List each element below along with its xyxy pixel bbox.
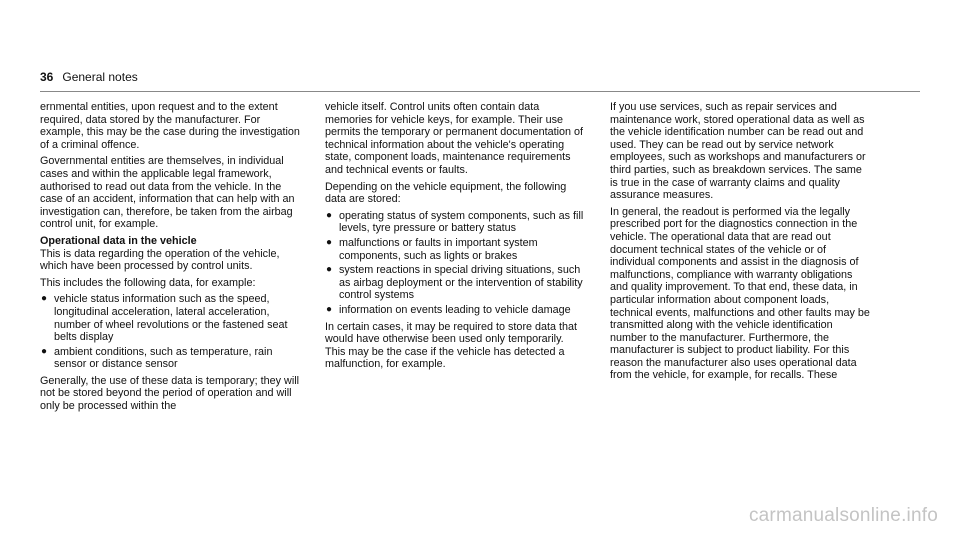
- section-title: General notes: [62, 70, 138, 84]
- page-header: [40, 70, 138, 84]
- paragraph: This includes the following data, for example:: [40, 276, 256, 289]
- bullet-icon: ●: [41, 345, 48, 357]
- bullet-icon: ●: [326, 264, 333, 276]
- bullet-list: [40, 293, 300, 371]
- section-heading: Operational data in the vehicle: [40, 234, 197, 247]
- paragraph: In general, the readout is performed via the legally prescribed port for the diagnostics connection in the vehicle. The operational data that are read out document technical states of the vehicle or of individual components and assist in the diagnosis of malfunctions, compliance with warranty obligations and quality improvement. To that end, these data, in particular information about component loads, technical events, malfunctions and other faults may be transmitted along with the vehicle identification number to the manufacturer. Furthermore, the manufacturer is subject to product liability. For this reason the manufacturer also uses operational data from the vehicle, for example, for recalls. These: [610, 205, 870, 382]
- paragraph: If you use services, such as repair services and maintenance work, stored operational data as well as the vehicle identification number can be read out and used. They can be read out by service network employees, such as workshops and manufacturers or third parties, such as breakdown services. The same is true in the case of warranty claims and quality assurance measures.: [610, 101, 866, 202]
- watermark: carmanualsonline.info: [748, 505, 938, 526]
- paragraph: vehicle itself. Control units often contain data memories for vehicle keys, for example. Their use permits the temporary or permanent documentation of technical information about the vehicle's operating state, component loads, maintenance requirements and technical events or faults.: [325, 101, 584, 176]
- header-divider: [40, 91, 920, 92]
- list-item: ● ambient conditions, such as temperature, rain sensor or distance sensor: [41, 345, 273, 371]
- page-number: 36: [40, 70, 54, 84]
- paragraph: ernmental entities, upon request and to the extent required, data stored by the manufacturer. For example, this may be the case during the investigation of a criminal offence.: [40, 101, 300, 151]
- list-item: ● vehicle status information such as the speed, longitudinal acceleration, lateral acceleration, number of wheel revolutions or the fastened seat belts display: [41, 293, 288, 344]
- bullet-icon: ●: [326, 303, 333, 315]
- text-column-1: [40, 101, 300, 417]
- list-item: ● information on events leading to vehicle damage: [326, 303, 571, 316]
- text-column-3: [610, 101, 870, 386]
- list-item: ● system reactions in special driving situations, such as airbag deployment or the intervention of stability control systems: [326, 264, 583, 302]
- bullet-icon: ●: [326, 209, 333, 221]
- bullet-list: [325, 210, 585, 317]
- paragraph: Generally, the use of these data is temporary; they will not be stored beyond the period of operation and will only be processed within the: [40, 374, 300, 413]
- paragraph: This is data regarding the operation of the vehicle, which have been processed by control units.: [40, 247, 280, 273]
- text-column-2: [325, 101, 585, 375]
- paragraph: Depending on the vehicle equipment, the following data are stored:: [325, 180, 567, 206]
- paragraph: In certain cases, it may be required to store data that would have otherwise been used only temporarily. This may be the case if the vehicle has detected a malfunction, for example.: [325, 320, 578, 371]
- bullet-icon: ●: [41, 293, 48, 305]
- list-item: ● malfunctions or faults in important system components, such as lights or brakes: [326, 236, 538, 262]
- paragraph: Governmental entities are themselves, in individual cases and within the applicable legal framework, authorised to read out data from the vehicle. In the case of an accident, information that can help with an investigation can, therefore, be taken from the airbag control unit, for example.: [40, 155, 295, 231]
- list-item: ● operating status of system components, such as fill levels, tyre pressure or battery status: [326, 209, 584, 235]
- bullet-icon: ●: [326, 236, 333, 248]
